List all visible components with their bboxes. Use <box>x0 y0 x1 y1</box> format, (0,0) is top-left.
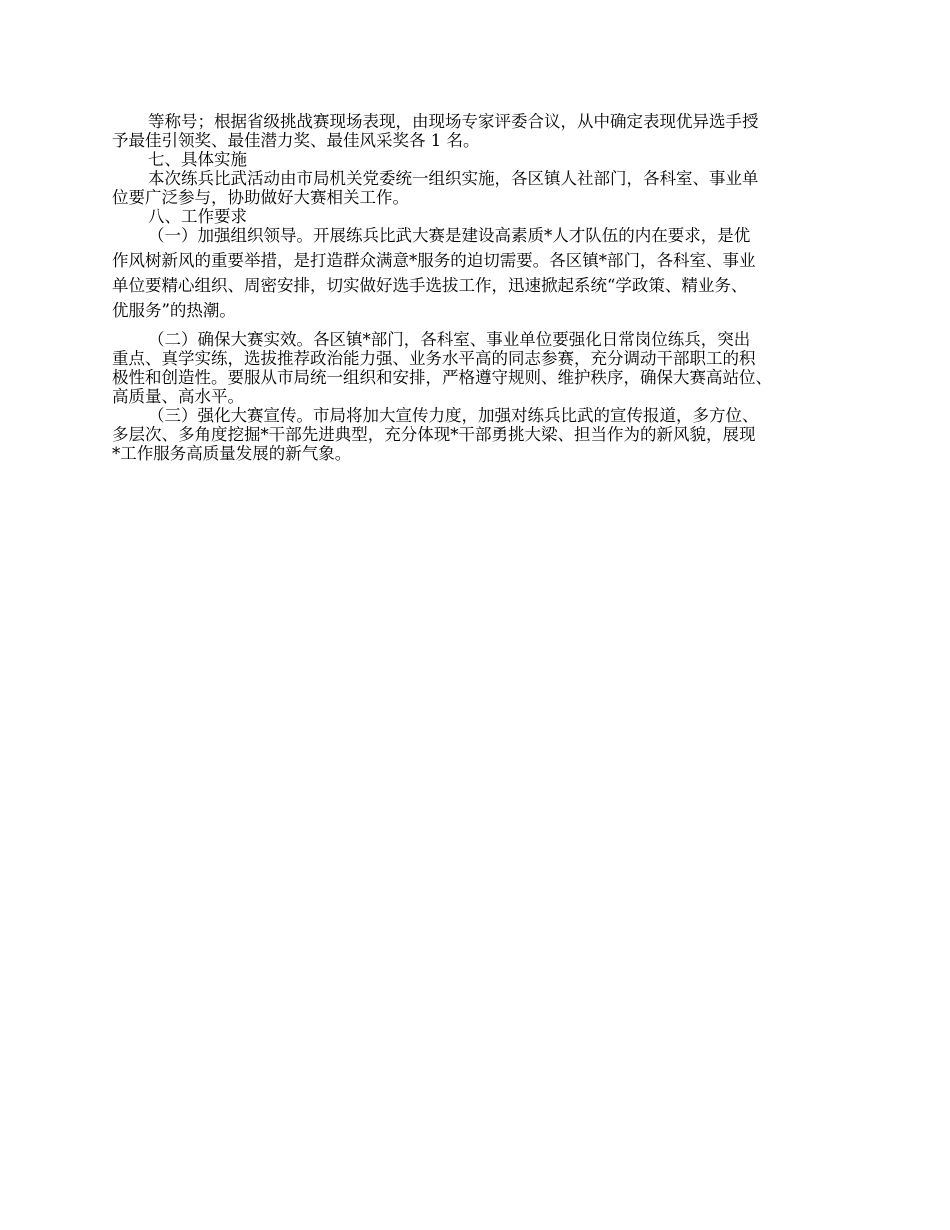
section-heading: 七、具体实施 <box>148 150 247 169</box>
text-line: 多层次、多角度挖掘*干部先进典型，充分体现*干部勇挑大梁、担当作为的新风貌，展现 <box>112 425 756 444</box>
text-line: *工作服务高质量发展的新气象。 <box>112 444 352 463</box>
text-line: 优服务”的热潮。 <box>112 301 236 320</box>
text-line: 位要广泛参与，协助做好大赛相关工作。 <box>112 188 409 207</box>
document-body <box>112 112 842 463</box>
text-line: 高质量、高水平。 <box>112 387 244 406</box>
section-heading: 八、工作要求 <box>148 207 247 226</box>
text-line: 极性和创造性。要服从市局统一组织和安排，严格遵守规则、维护秩序，确保大赛高站位、 <box>112 368 772 387</box>
text-line: 作风树新风的重要举措，是打造群众满意*服务的迫切需要。各区镇*部门，各科室、事业 <box>112 251 756 270</box>
text-line: 本次练兵比武活动由市局机关党委统一组织实施，各区镇人社部门，各科室、事业单 <box>148 169 759 188</box>
text-line: （一）加强组织领导。开展练兵比武大赛是建设高素质*人才队伍的内在要求，是优 <box>148 226 751 245</box>
text-line: 等称号；根据省级挑战赛现场表现，由现场专家评委合议，从中确定表现优异选手授 <box>148 112 759 131</box>
text-line: （三）强化大赛宣传。市局将加大宣传力度，加强对练兵比武的宣传报道，多方位、 <box>148 406 759 425</box>
text-line: （二）确保大赛实效。各区镇*部门，各科室、事业单位要强化日常岗位练兵，突出 <box>148 330 751 349</box>
text-line: 单位要精心组织、周密安排，切实做好选手选拔工作，迅速掀起系统“学政策、精业务、 <box>112 276 748 295</box>
text-line: 予最佳引领奖、最佳潜力奖、最佳风采奖各 1 名。 <box>112 131 480 150</box>
text-line: 重点、真学实练，选拔推荐政治能力强、业务水平高的同志参赛，充分调动干部职工的积 <box>112 349 756 368</box>
